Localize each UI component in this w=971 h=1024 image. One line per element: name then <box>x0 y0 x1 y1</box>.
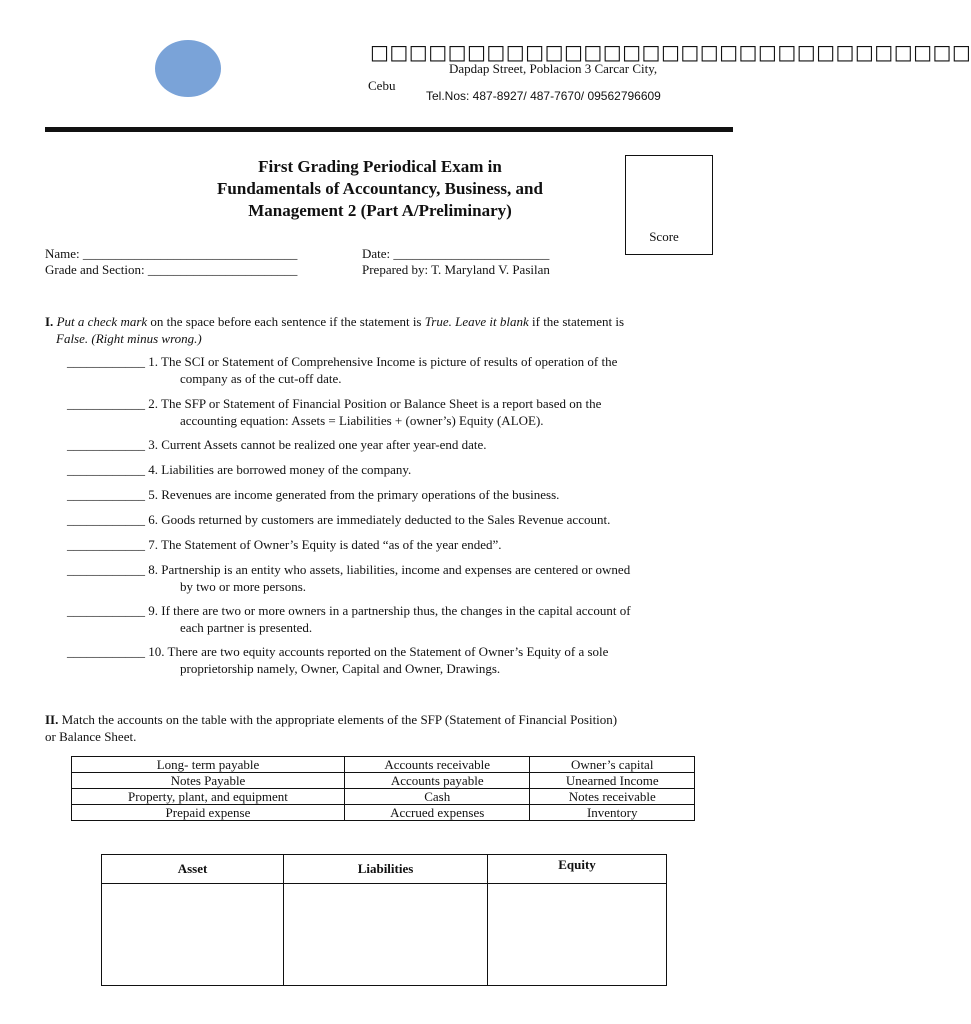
name-field: Name: _________________________________ <box>45 246 298 261</box>
list-item <box>67 643 727 677</box>
school-name: □□□□□□□□□□□□□□□□□□□□□□□□□□□□□□□ <box>370 40 971 64</box>
section-2-text: Match the accounts on the table with the appropriate elements of the SFP (Statement of Financial Position) <box>58 712 618 727</box>
exam-title-line-3: Management 2 (Part A/Preliminary) <box>248 201 512 220</box>
table-cell: Accounts receivable <box>344 757 530 773</box>
list-item <box>67 536 727 553</box>
item-continuation: accounting equation: Assets = Liabilities + (owner’s) Equity (ALOE). <box>180 413 544 428</box>
section-2-instructions <box>45 711 735 745</box>
prepared-by: Prepared by: T. Maryland V. Pasilan <box>362 262 550 277</box>
table-cell: Property, plant, and equipment <box>72 789 345 805</box>
table-row <box>72 773 695 789</box>
item-text: ____________ 10. There are two equity accounts reported on the Statement of Owner’s Equity of a sole <box>67 644 609 659</box>
table-row <box>72 805 695 821</box>
item-text: ____________ 7. The Statement of Owner’s Equity is dated “as of the year ended”. <box>67 537 502 552</box>
list-item <box>67 461 727 478</box>
school-logo <box>155 40 221 97</box>
item-text: ____________ 3. Current Assets cannot be realized one year after year-end date. <box>67 437 487 452</box>
instr-text-1: on the space before each sentence if the statement is <box>147 314 425 329</box>
table-cell: Unearned Income <box>530 773 695 789</box>
item-text: ____________ 4. Liabilities are borrowed money of the company. <box>67 462 412 477</box>
instr-false: False. (Right minus wrong.) <box>56 331 202 346</box>
table-cell: Owner’s capital <box>530 757 695 773</box>
list-item <box>67 353 727 387</box>
table-cell: Cash <box>344 789 530 805</box>
telephone-numbers: Tel.Nos: 487-8927/ 487-7670/ 09562796609 <box>426 89 661 103</box>
table-cell: Accrued expenses <box>344 805 530 821</box>
item-continuation: by two or more persons. <box>180 579 307 594</box>
instr-true: True. Leave it blank <box>424 314 529 329</box>
section-1-number: I. <box>45 314 54 329</box>
section-1-instructions <box>45 313 735 347</box>
sfp-answer-table <box>101 854 667 986</box>
item-text: ____________ 8. Partnership is an entity who assets, liabilities, income and expenses are centered or owned <box>67 562 631 577</box>
section-2-number: II. <box>45 712 59 727</box>
table-cell: Notes receivable <box>530 789 695 805</box>
item-text: ____________ 5. Revenues are income generated from the primary operations of the business. <box>67 487 560 502</box>
table-cell: Prepaid expense <box>72 805 345 821</box>
item-continuation: each partner is presented. <box>180 620 313 635</box>
list-item <box>67 511 727 528</box>
list-item <box>67 602 727 636</box>
section-2-text-cont: or Balance Sheet. <box>45 729 137 744</box>
exam-title <box>140 156 620 222</box>
item-continuation: company as of the cut-off date. <box>180 371 342 386</box>
score-label: Score <box>649 229 679 244</box>
accounts-table <box>71 756 695 821</box>
list-item <box>67 561 727 595</box>
table-header-row <box>102 855 667 884</box>
exam-title-line-1: First Grading Periodical Exam in <box>258 157 502 176</box>
asset-answer-cell[interactable] <box>102 884 284 986</box>
grade-section-field: Grade and Section: _______________________ <box>45 262 298 277</box>
asset-header: Asset <box>102 855 284 884</box>
instr-check-mark: Put a check mark <box>56 314 148 329</box>
instr-text-2: if the statement is <box>528 314 625 329</box>
item-text: ____________ 1. The SCI or Statement of Comprehensive Income is picture of results of operation of the <box>67 354 618 369</box>
address-line-2: Cebu <box>368 78 396 93</box>
table-cell: Notes Payable <box>72 773 345 789</box>
header-divider <box>45 127 733 132</box>
table-row <box>102 884 667 986</box>
item-continuation: proprietorship namely, Owner, Capital and Owner, Drawings. <box>180 661 501 676</box>
item-text: ____________ 9. If there are two or more owners in a partnership thus, the changes in the capital account of <box>67 603 631 618</box>
table-cell: Accounts payable <box>344 773 530 789</box>
list-item <box>67 436 727 453</box>
table-row <box>72 757 695 773</box>
table-cell: Inventory <box>530 805 695 821</box>
liabilities-header: Liabilities <box>284 855 488 884</box>
exam-title-line-2: Fundamentals of Accountancy, Business, and <box>217 179 543 198</box>
table-row <box>72 789 695 805</box>
item-text: ____________ 2. The SFP or Statement of Financial Position or Balance Sheet is a report based on the <box>67 396 602 411</box>
address-line-1: Dapdap Street, Poblacion 3 Carcar City, <box>449 61 658 76</box>
table-cell: Long- term payable <box>72 757 345 773</box>
date-field: Date: ________________________ <box>362 246 550 261</box>
item-text: ____________ 6. Goods returned by customers are immediately deducted to the Sales Revenue account. <box>67 512 611 527</box>
equity-header: Equity <box>488 855 667 884</box>
list-item <box>67 395 727 429</box>
equity-answer-cell[interactable] <box>488 884 667 986</box>
liabilities-answer-cell[interactable] <box>284 884 488 986</box>
list-item <box>67 486 727 503</box>
